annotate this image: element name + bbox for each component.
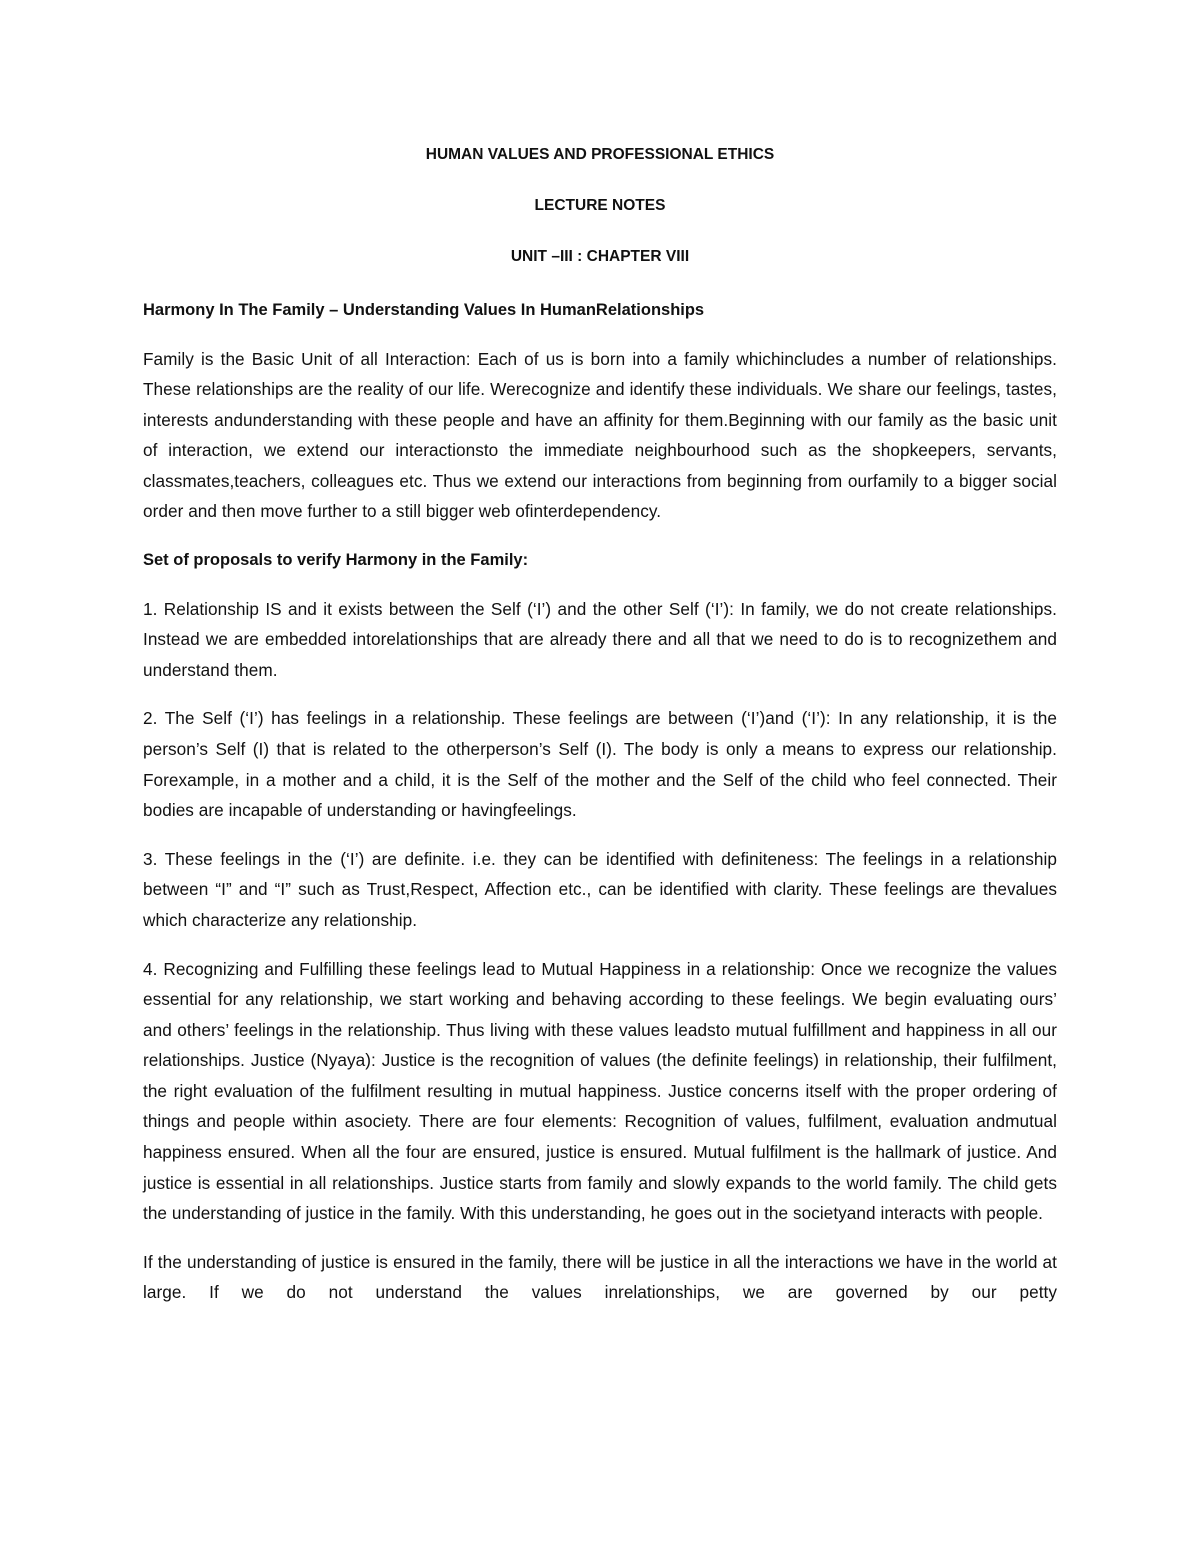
section-heading-harmony: Harmony In The Family – Understanding Values In HumanRelationships bbox=[143, 301, 705, 319]
document-title: HUMAN VALUES AND PROFESSIONAL ETHICS bbox=[425, 146, 775, 163]
proposal-item-1: 1. Relationship IS and it exists between the Self (‘I’) and the other Self (‘I’): In family, we do not create relationships. Instead we are embedded intorelationships that are already there and all that we need to do is to recognizethem and understand them. bbox=[143, 598, 1057, 680]
document-body bbox=[143, 295, 1057, 1326]
section-heading-proposals: Set of proposals to verify Harmony in the Family: bbox=[143, 551, 529, 570]
paragraph-justice-closing: If the understanding of justice is ensured in the family, there will be justice in all the interactions we have in the world at large. If we do not understand the values inrelationships, we are governed by our petty bbox=[143, 1251, 1057, 1303]
proposal-item-4: 4. Recognizing and Fulfilling these feelings lead to Mutual Happiness in a relationship: Once we recognize the values essential for any relationship, we start working and behaving according to these feelings. We begin evaluating ours’ and others’ feelings in the relationship. Thus living with these values leadsto mutual fulfillment and happiness in all our relationships. Justice (Nyaya): Justice is the recognition of values (the definite feelings) in relationship, their fulfilment, the right evaluation of the fulfilment resulting in mutual happiness. Justice concerns itself with the proper ordering of things and people within asociety. There are four elements: Recognition of values, fulfilment, evaluation andmutual happiness ensured. When all the four are ensured, justice is ensured. Mutual fulfilment is the hallmark of justice. And justice is essential in all relationships. Justice starts from family and slowly expands to the world family. The child gets the understanding of justice in the family. With this understanding, he goes out in the societyand interacts with people. bbox=[143, 958, 1057, 1224]
paragraph-family-basic-unit: Family is the Basic Unit of all Interaction: Each of us is born into a family whichincludes a number of relationships. These relationships are the reality of our life. Werecognize and identify these individuals. We share our feelings, tastes, interests andunderstanding with these people and have an affinity for them.Beginning with our family as the basic unit of interaction, we extend our interactionsto the immediate neighbourhood such as the shopkeepers, servants, classmates,teachers, colleagues etc. Thus we extend our interactions from beginning from ourfamily to a bigger social order and then move further to a still bigger web ofinterdependency. bbox=[143, 348, 1057, 522]
document-subtitle: LECTURE NOTES bbox=[534, 197, 666, 214]
unit-chapter-label: UNIT –III : CHAPTER VIII bbox=[510, 248, 690, 265]
proposal-item-2: 2. The Self (‘I’) has feelings in a relationship. These feelings are between (‘I’)and (‘I’): In any relationship, it is the person’s Self (I) that is related to the otherperson’s Self (I). The body is only a means to express our relationship. Forexample, in a mother and a child, it is the Self of the mother and the Self of the child who feel connected. Their bodies are incapable of understanding or havingfeelings. bbox=[143, 708, 1057, 821]
proposal-item-3: 3. These feelings in the (‘I’) are definite. i.e. they can be identified with definiteness: The feelings in a relationship between “I” and “I” such as Trust,Respect, Affection etc., can be identified with clarity. These feelings are thevalues which characterize any relationship. bbox=[143, 848, 1057, 930]
